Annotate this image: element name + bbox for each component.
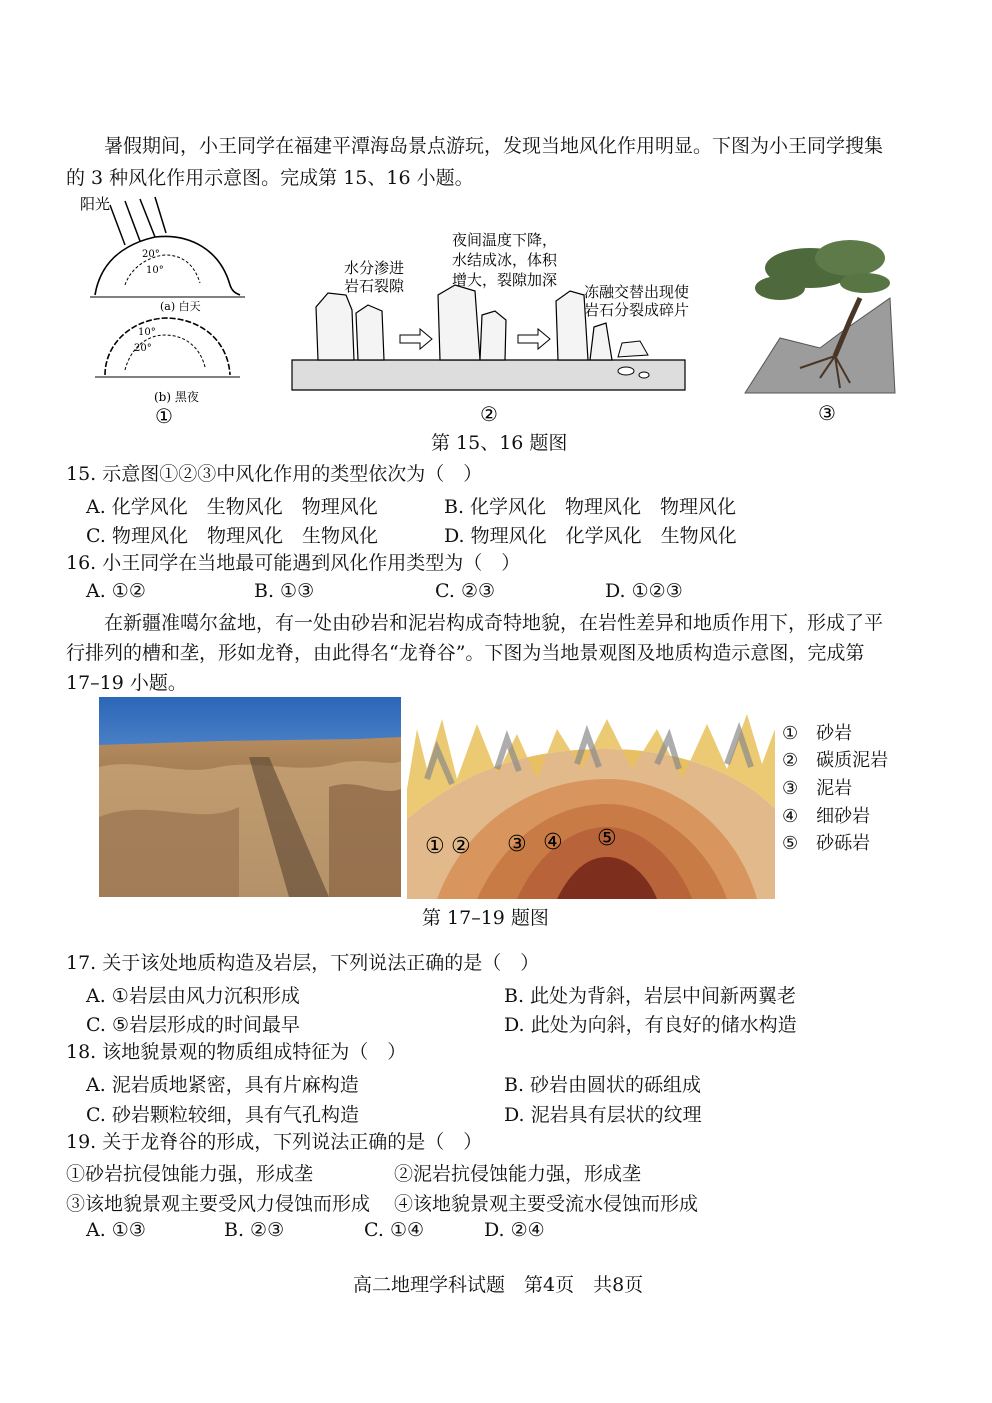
q16-option-b[interactable]: B. ①③ bbox=[254, 580, 315, 602]
q16-stem: 16. 小王同学在当地最可能遇到风化作用类型为（ ） bbox=[66, 552, 521, 574]
q19-stem: 19. 关于龙脊谷的形成，下列说法正确的是（ ） bbox=[66, 1131, 483, 1153]
temperature-weathering-diagram bbox=[80, 195, 245, 428]
layer-num-2: ② bbox=[451, 834, 471, 859]
legend-item-sandstone: ① 砂岩 bbox=[782, 723, 853, 744]
sun-label: 阳光 bbox=[80, 195, 111, 213]
legend-item-fine-sandstone: ④ 细砂岩 bbox=[782, 806, 871, 827]
figure-num-3: ③ bbox=[818, 401, 836, 425]
frost-weathering-diagram bbox=[292, 231, 689, 426]
q19-option-a[interactable]: A. ①③ bbox=[86, 1219, 146, 1241]
freeze-thaw-label-2: 岩石分裂成碎片 bbox=[584, 301, 690, 319]
q19-statement-2: ②泥岩抗侵蚀能力强，形成垄 bbox=[394, 1163, 642, 1185]
q18-option-a[interactable]: A. 泥岩质地紧密，具有片麻构造 bbox=[86, 1074, 359, 1096]
intro2-line2: 行排列的槽和垄，形如龙脊，由此得名“龙脊谷”。下图为当地景观图及地质构造示意图，完成第 bbox=[66, 642, 865, 664]
anticline-cross-section bbox=[407, 709, 775, 899]
biological-weathering-diagram bbox=[740, 228, 900, 428]
night-label: (b) 黑夜 bbox=[154, 390, 199, 404]
layer-num-5: ⑤ bbox=[597, 826, 617, 851]
figure-num-2: ② bbox=[480, 402, 498, 426]
weathering-figure bbox=[70, 195, 710, 430]
legend-item-mudstone: ③ 泥岩 bbox=[782, 778, 853, 799]
day-label: (a) 白天 bbox=[160, 300, 201, 313]
q15-option-b[interactable]: B. 化学风化 物理风化 物理风化 bbox=[444, 496, 737, 518]
q17-stem: 17. 关于该处地质构造及岩层，下列说法正确的是（ ） bbox=[66, 952, 540, 974]
intro2-line3: 17–19 小题。 bbox=[66, 672, 187, 694]
q19-statement-1: ①砂岩抗侵蚀能力强，形成垄 bbox=[66, 1163, 314, 1185]
figure-num-1: ① bbox=[155, 404, 173, 428]
q18-option-d[interactable]: D. 泥岩具有层状的纹理 bbox=[504, 1104, 702, 1126]
q15-option-a[interactable]: A. 化学风化 生物风化 物理风化 bbox=[86, 496, 378, 518]
day-rock-outline bbox=[95, 236, 240, 295]
water-label-2: 岩石裂隙 bbox=[344, 277, 405, 295]
sun-rays-icon bbox=[110, 197, 166, 245]
q17-option-d[interactable]: D. 此处为向斜，有良好的储水构造 bbox=[504, 1014, 797, 1036]
night-freeze-label-3: 增大，裂隙加深 bbox=[452, 271, 558, 289]
q18-stem: 18. 该地貌景观的物质组成特征为（ ） bbox=[66, 1041, 407, 1063]
temp-20-label: 20° bbox=[142, 249, 160, 260]
layer-num-3: ③ bbox=[507, 832, 527, 857]
intro1-line1: 暑假期间，小王同学在福建平潭海岛景点游玩，发现当地风化作用明显。下图为小王同学搜集 bbox=[104, 135, 884, 157]
intro2-line1: 在新疆准噶尔盆地，有一处由砂岩和泥岩构成奇特地貌，在岩性差异和地质作用下，形成了平 bbox=[104, 612, 884, 634]
layer-num-1: ① bbox=[425, 834, 445, 859]
q15-option-d[interactable]: D. 物理风化 化学风化 生物风化 bbox=[444, 525, 737, 547]
q18-option-c[interactable]: C. 砂岩颗粒较细，具有气孔构造 bbox=[86, 1104, 359, 1126]
q18-option-b[interactable]: B. 砂岩由圆状的砾组成 bbox=[504, 1074, 702, 1096]
legend-item-carbon-mudstone: ② 碳质泥岩 bbox=[782, 750, 889, 771]
q15-stem: 15. 示意图①②③中风化作用的类型依次为（ ） bbox=[66, 463, 483, 485]
night-freeze-label-1: 夜间温度下降， bbox=[452, 231, 558, 249]
q19-option-b[interactable]: B. ②③ bbox=[224, 1219, 285, 1241]
figure-caption-17-19: 第 17–19 题图 bbox=[422, 907, 549, 929]
q17-option-c[interactable]: C. ⑤岩层形成的时间最早 bbox=[86, 1014, 300, 1036]
q16-option-d[interactable]: D. ①②③ bbox=[605, 580, 683, 602]
freeze-thaw-label-1: 冻融交替出现使 bbox=[584, 283, 690, 301]
temp-20b-label: 20° bbox=[134, 343, 152, 354]
night-freeze-label-2: 水结成冰，体积 bbox=[452, 251, 558, 269]
q19-statement-4: ④该地貌景观主要受流水侵蚀而形成 bbox=[394, 1193, 699, 1215]
q15-option-c[interactable]: C. 物理风化 物理风化 生物风化 bbox=[86, 525, 378, 547]
q19-option-d[interactable]: D. ②④ bbox=[484, 1219, 545, 1241]
q16-option-a[interactable]: A. ①② bbox=[86, 580, 146, 602]
q19-option-c[interactable]: C. ①④ bbox=[364, 1219, 425, 1241]
q19-statement-3: ③该地貌景观主要受风力侵蚀而形成 bbox=[66, 1193, 371, 1215]
intro1-line2: 的 3 种风化作用示意图。完成第 15、16 小题。 bbox=[66, 167, 474, 189]
q16-option-c[interactable]: C. ②③ bbox=[435, 580, 496, 602]
water-label-1: 水分渗进 bbox=[344, 259, 405, 277]
night-rock-outline bbox=[105, 318, 230, 375]
figure-caption-15-16: 第 15、16 题图 bbox=[431, 432, 568, 454]
q17-option-a[interactable]: A. ①岩层由风力沉积形成 bbox=[86, 985, 300, 1007]
landscape-photo bbox=[99, 697, 401, 897]
legend-item-conglomerate: ⑤ 砂砾岩 bbox=[782, 833, 871, 854]
temp-10b-label: 10° bbox=[138, 327, 156, 338]
q17-option-b[interactable]: B. 此处为背斜，岩层中间新两翼老 bbox=[504, 985, 797, 1007]
temp-10-label: 10° bbox=[146, 265, 164, 276]
layer-num-4: ④ bbox=[543, 830, 563, 855]
page-footer: 高二地理学科试题 第4页 共8页 bbox=[353, 1274, 644, 1296]
